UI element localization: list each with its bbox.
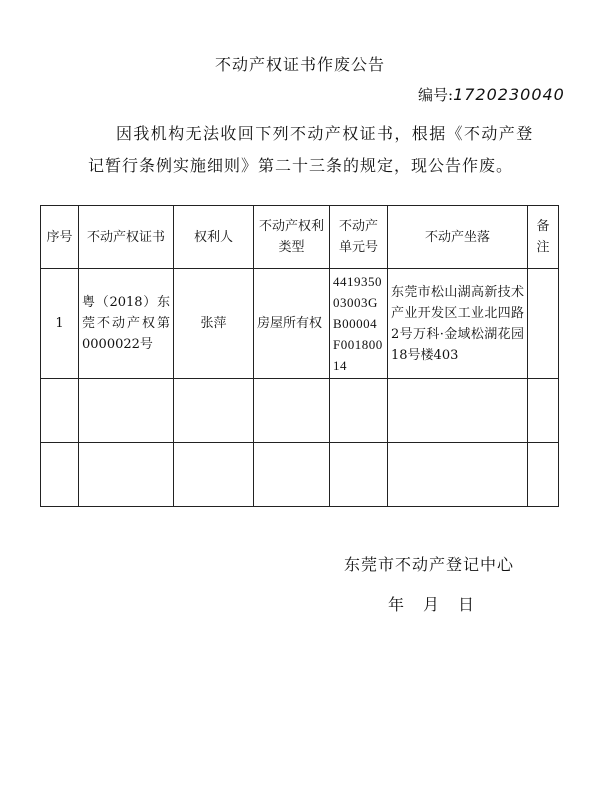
- cell-unit-no: 441935003003GB00004F00180014: [330, 269, 388, 379]
- date-line: [388, 592, 493, 615]
- issuing-organization: 东莞市不动产登记中心: [344, 555, 515, 574]
- cell-owner: 张萍: [174, 269, 254, 379]
- table-row-empty: [41, 443, 559, 507]
- intro-paragraph: [50, 118, 560, 182]
- header-right-type: 不动产权利类型: [254, 206, 330, 269]
- empty-cell: [174, 379, 254, 443]
- date-year-label: 年: [388, 595, 406, 614]
- header-location: 不动产坐落: [388, 206, 528, 269]
- cell-right-type: 房屋所有权: [254, 269, 330, 379]
- document-number-label: 编号:: [418, 86, 454, 104]
- empty-cell: [254, 379, 330, 443]
- empty-cell: [79, 443, 174, 507]
- table-row-empty: [41, 379, 559, 443]
- document-number: [418, 84, 565, 105]
- header-remark: 备注: [528, 206, 559, 269]
- certificate-table: [40, 205, 559, 507]
- empty-cell: [174, 443, 254, 507]
- empty-cell: [330, 443, 388, 507]
- empty-cell: [330, 379, 388, 443]
- empty-cell: [254, 443, 330, 507]
- header-owner: 权利人: [174, 206, 254, 269]
- cell-seq: 1: [41, 269, 79, 379]
- cell-location: 东莞市松山湖高新技术产业开发区工业北四路2号万科·金域松湖花园18号楼403: [388, 269, 528, 379]
- intro-line-1: 因我机构无法收回下列不动产权证书，根据《不动产登: [116, 124, 534, 143]
- cell-certificate: 粤（2018）东莞不动产权第0000022号: [79, 269, 174, 379]
- empty-cell: [388, 443, 528, 507]
- empty-cell: [528, 443, 559, 507]
- table-row: [41, 269, 559, 379]
- header-certificate: 不动产权证书: [79, 206, 174, 269]
- empty-cell: [41, 379, 79, 443]
- cell-remark: [528, 269, 559, 379]
- date-day-label: 日: [458, 595, 476, 614]
- date-month-label: 月: [423, 595, 441, 614]
- table-header-row: [41, 206, 559, 269]
- document-number-value: 1720230040: [453, 85, 565, 104]
- header-seq: 序号: [41, 206, 79, 269]
- document-title: 不动产权证书作废公告: [214, 55, 385, 74]
- empty-cell: [528, 379, 559, 443]
- intro-line-2: 记暂行条例实施细则》第二十三条的规定，现公告作废。: [88, 156, 514, 175]
- empty-cell: [79, 379, 174, 443]
- header-unit-no: 不动产单元号: [330, 206, 388, 269]
- empty-cell: [41, 443, 79, 507]
- empty-cell: [388, 379, 528, 443]
